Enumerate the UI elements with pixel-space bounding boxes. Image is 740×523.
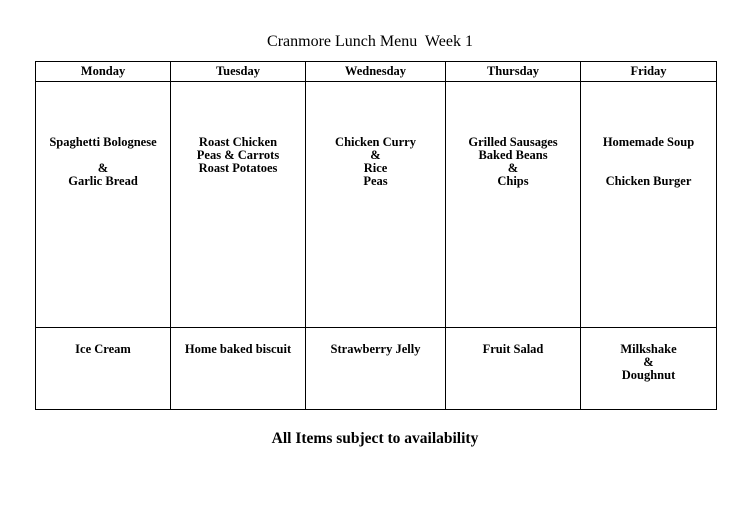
menu-line: Peas: [363, 174, 388, 188]
day-header-tuesday: Tuesday: [171, 62, 306, 82]
day-header-thursday: Thursday: [446, 62, 581, 82]
menu-line: Grilled Sausages: [468, 135, 558, 149]
menu-line: Chicken Curry: [335, 135, 416, 149]
main-course-wednesday: [306, 82, 446, 328]
menu-line: Peas & Carrots: [196, 148, 280, 162]
menu-line: Home baked biscuit: [184, 342, 292, 356]
day-header-monday: Monday: [36, 62, 171, 82]
menu-line: Baked Beans: [478, 148, 548, 162]
menu-line: Strawberry Jelly: [330, 342, 421, 356]
dessert-friday: [581, 328, 717, 410]
main-course-thursday: [446, 82, 581, 328]
menu-line: Ice Cream: [75, 342, 131, 356]
menu-line: Garlic Bread: [68, 174, 138, 188]
menu-line: Roast Potatoes: [198, 161, 278, 175]
menu-line: Milkshake: [620, 342, 677, 356]
dessert-tuesday: [171, 328, 306, 410]
main-course-monday: [36, 82, 171, 328]
menu-line: Roast Chicken: [198, 135, 278, 149]
dessert-monday: [36, 328, 171, 410]
menu-line: Chips: [497, 174, 529, 188]
dessert-row: [36, 328, 717, 410]
menu-line: Rice: [363, 161, 388, 175]
main-course-row: [36, 82, 717, 328]
dessert-wednesday: [306, 328, 446, 410]
day-header-row: [36, 62, 717, 82]
main-course-tuesday: [171, 82, 306, 328]
menu-line: &: [370, 148, 381, 162]
menu-line: &: [643, 355, 654, 369]
main-course-friday: [581, 82, 717, 328]
menu-line: Fruit Salad: [482, 342, 544, 356]
availability-note: All Items subject to availability: [271, 430, 479, 447]
menu-line: Chicken Burger: [605, 174, 692, 188]
menu-line: Homemade Soup: [602, 135, 695, 149]
lunch-menu-table: [35, 61, 717, 410]
day-header-wednesday: Wednesday: [306, 62, 446, 82]
menu-title: Cranmore Lunch Menu Week 1: [267, 33, 473, 50]
menu-line: &: [97, 161, 109, 175]
dessert-thursday: [446, 328, 581, 410]
menu-line: &: [507, 161, 519, 175]
menu-line: [581, 149, 716, 162]
day-header-friday: Friday: [581, 62, 717, 82]
menu-line: Doughnut: [621, 368, 676, 382]
menu-line: Spaghetti Bolognese: [49, 135, 157, 149]
